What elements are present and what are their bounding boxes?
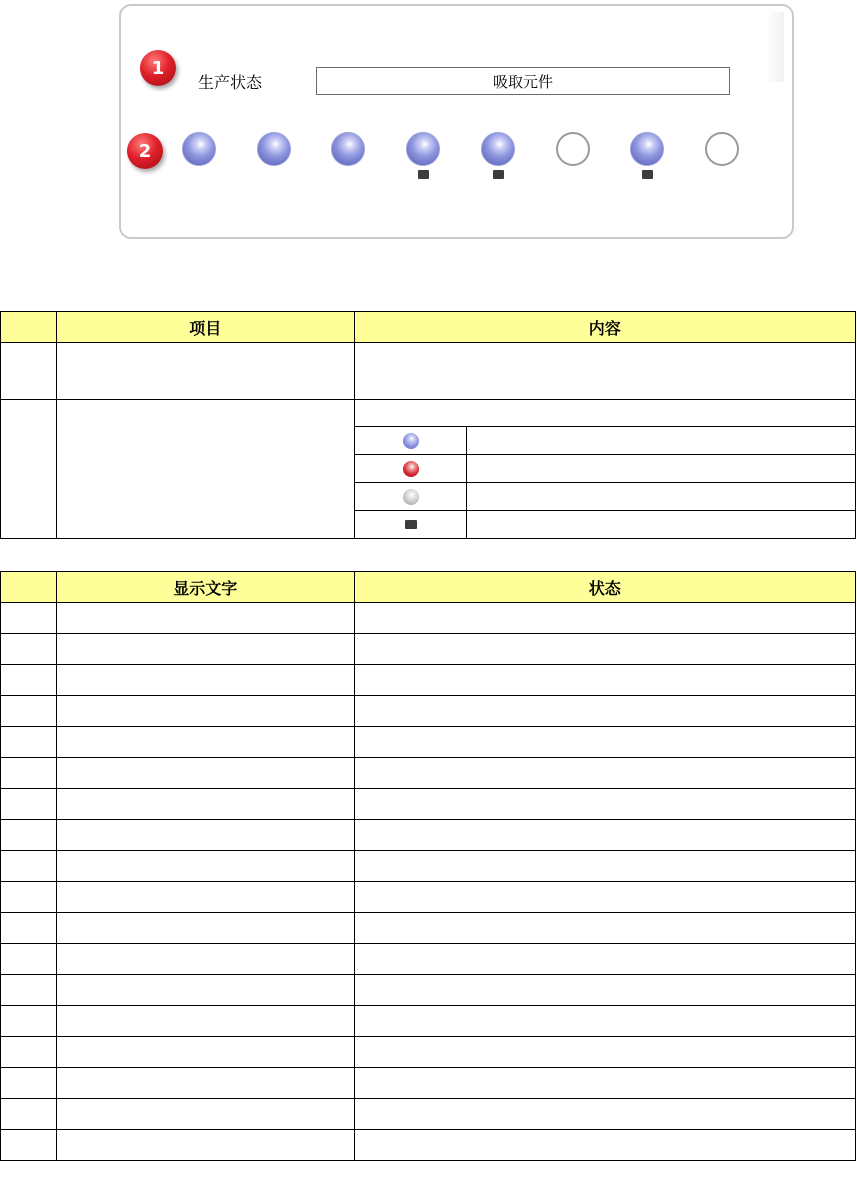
status-lamp-1 bbox=[182, 132, 216, 166]
legend-icon-cell bbox=[354, 455, 467, 483]
table-cell bbox=[56, 634, 354, 665]
table-cell bbox=[1, 634, 57, 665]
table-cell bbox=[354, 727, 855, 758]
table-cell bbox=[56, 727, 354, 758]
status-lamp-2 bbox=[257, 132, 291, 166]
table-cell bbox=[354, 851, 855, 882]
legend-text-cell bbox=[467, 511, 856, 539]
table1-row-1 bbox=[1, 343, 856, 400]
table-cell bbox=[1, 1099, 57, 1130]
table-cell bbox=[354, 665, 855, 696]
table-cell bbox=[56, 1037, 354, 1068]
table-cell bbox=[1, 1037, 57, 1068]
table-cell bbox=[354, 1130, 855, 1161]
table-row bbox=[1, 1037, 856, 1068]
table-cell bbox=[56, 882, 354, 913]
table-cell bbox=[1, 1068, 57, 1099]
table1-header-content: 内容 bbox=[354, 312, 855, 343]
status-lamp-3 bbox=[331, 132, 365, 166]
table-cell bbox=[354, 1006, 855, 1037]
table-row bbox=[1, 1130, 856, 1161]
table-cell bbox=[1, 820, 57, 851]
chip-icon bbox=[418, 170, 429, 179]
legend-text-cell bbox=[467, 483, 856, 511]
gray-lamp-icon bbox=[403, 489, 419, 505]
table1-header-row bbox=[1, 312, 856, 343]
table-cell bbox=[1, 1130, 57, 1161]
table1-header-index bbox=[1, 312, 57, 343]
table-cell bbox=[56, 665, 354, 696]
legend-icon-cell bbox=[354, 511, 467, 539]
item-content-table bbox=[0, 311, 856, 539]
table-cell bbox=[1, 1006, 57, 1037]
table-row bbox=[1, 882, 856, 913]
table-cell bbox=[56, 758, 354, 789]
table1-header-item: 项目 bbox=[56, 312, 354, 343]
table-cell bbox=[56, 789, 354, 820]
panel-shade bbox=[766, 12, 784, 82]
table-cell bbox=[56, 820, 354, 851]
chip-icon bbox=[405, 520, 417, 529]
status-lamp-5 bbox=[481, 132, 515, 166]
table-cell bbox=[56, 1099, 354, 1130]
table-cell bbox=[354, 913, 855, 944]
table-cell bbox=[1, 851, 57, 882]
table2-header-row bbox=[1, 572, 856, 603]
chip-icon bbox=[493, 170, 504, 179]
table-row bbox=[1, 603, 856, 634]
table-cell bbox=[1, 944, 57, 975]
table-row bbox=[1, 1006, 856, 1037]
table-cell bbox=[354, 400, 855, 427]
table-cell bbox=[354, 944, 855, 975]
status-lamp-6 bbox=[556, 132, 590, 166]
table-cell bbox=[1, 882, 57, 913]
table-cell bbox=[1, 603, 57, 634]
production-status-label: 生产状态 bbox=[198, 73, 263, 92]
callout-badge-1: 1 bbox=[140, 50, 176, 86]
legend-icon-cell bbox=[354, 483, 467, 511]
red-lamp-icon bbox=[403, 461, 419, 477]
legend-text-cell bbox=[467, 427, 856, 455]
table-cell bbox=[354, 975, 855, 1006]
legend-text-cell bbox=[467, 455, 856, 483]
status-lamp-4 bbox=[406, 132, 440, 166]
table1-row-2 bbox=[1, 400, 856, 427]
callout-badge-2: 2 bbox=[127, 133, 163, 169]
table2-header-status: 状态 bbox=[354, 572, 855, 603]
table-cell bbox=[354, 634, 855, 665]
table-cell bbox=[56, 603, 354, 634]
display-text-table bbox=[0, 571, 856, 1161]
table-cell bbox=[354, 789, 855, 820]
table-cell bbox=[56, 1068, 354, 1099]
table-cell bbox=[56, 1130, 354, 1161]
chip-icon bbox=[642, 170, 653, 179]
table-row bbox=[1, 789, 856, 820]
table2-header-index bbox=[1, 572, 57, 603]
table-cell bbox=[56, 696, 354, 727]
status-lamp-8 bbox=[705, 132, 739, 166]
status-panel bbox=[119, 4, 794, 239]
table-cell bbox=[1, 913, 57, 944]
table-row bbox=[1, 1099, 856, 1130]
table-cell bbox=[354, 882, 855, 913]
table-cell bbox=[1, 789, 57, 820]
blue-lamp-icon bbox=[403, 433, 419, 449]
table-row bbox=[1, 975, 856, 1006]
table-cell bbox=[56, 913, 354, 944]
table-cell bbox=[354, 343, 855, 400]
table-cell bbox=[1, 696, 57, 727]
table-cell bbox=[354, 820, 855, 851]
table-cell bbox=[354, 696, 855, 727]
table-cell bbox=[56, 975, 354, 1006]
table-cell bbox=[1, 665, 57, 696]
table-cell bbox=[1, 400, 57, 539]
table-cell bbox=[1, 975, 57, 1006]
table-row bbox=[1, 1068, 856, 1099]
table-cell bbox=[354, 758, 855, 789]
table-cell bbox=[354, 1037, 855, 1068]
table-cell bbox=[56, 944, 354, 975]
table-row bbox=[1, 913, 856, 944]
legend-icon-cell bbox=[354, 427, 467, 455]
table-row bbox=[1, 944, 856, 975]
production-status-field: 吸取元件 bbox=[316, 67, 730, 95]
table-cell bbox=[1, 758, 57, 789]
table-row bbox=[1, 727, 856, 758]
table-cell bbox=[354, 1099, 855, 1130]
table-row bbox=[1, 851, 856, 882]
table-row bbox=[1, 820, 856, 851]
table-cell bbox=[354, 1068, 855, 1099]
table-cell bbox=[1, 343, 57, 400]
table-cell bbox=[1, 727, 57, 758]
table-cell bbox=[56, 400, 354, 539]
table-row bbox=[1, 758, 856, 789]
status-lamp-7 bbox=[630, 132, 664, 166]
table2-body bbox=[1, 603, 856, 1161]
table2-header-display-text: 显示文字 bbox=[56, 572, 354, 603]
table-cell bbox=[56, 1006, 354, 1037]
table-row bbox=[1, 665, 856, 696]
table-cell bbox=[56, 851, 354, 882]
table-cell bbox=[56, 343, 354, 400]
table-row bbox=[1, 634, 856, 665]
table-row bbox=[1, 696, 856, 727]
table-cell bbox=[354, 603, 855, 634]
